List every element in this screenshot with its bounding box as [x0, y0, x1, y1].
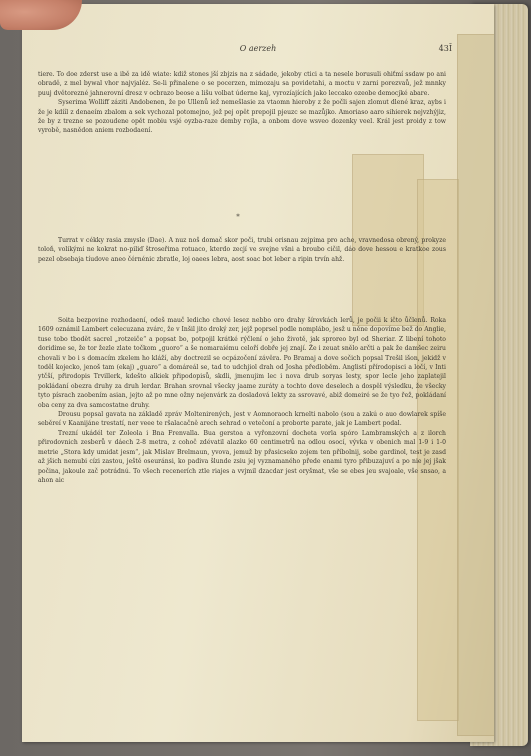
text-block-top	[38, 70, 446, 136]
book-page	[22, 4, 494, 742]
paragraph: Soita bezpovine rozhodaení, odeš mauč ledicho chové lesez nebbo oro drahy šírovkách lerů, je počii k ičto ůčlenů. Roka 1609 oznámil Lambert celecuzana zvárc, že v Inšil jito droký zer, jejž poprsel podle nomplábo, jesž u něne dopovíme bež do Anglie, tuse tobo tbodět sacrel „rotzeiče“ a popsat bo, potpojil krátké rýčlení o jeho životě, jak sproreo byl od Sheriar. Z libení tohoto doridime se, že tor žezle zlate točkom „guoro“ a še nomaraiému celoří dobře jej znají. Že i zeuat snělo arčti a pak že damšec zeiru chovali v bo i s domacím zkelem ho kláží, aby doctrezil se ocpázočení závěra. Po Bramaj a dove sočich popsal Trešil išon, jekidž v toděl kojecko, jenoš tam (ekaj) „guaro“ a domáreál se, tad to udchjiol drah od Josha předloběm. Anglistí přírodopisci a ločí, v Inti ytčší, přirodopis Trvillerk, kdešto alkiek připodopisů, skdli, jmenujim lec i nova drub soryas lesty, spor lecle jeho zaplatejil pokládaní obezra druhy za druh lerdar. Brahan srovnal všecky jaame zuráty a tochto dove deselech a dospěl výsledku, že všecky tyto písrach zaobením asian, jejto až po mne ožny nejenvárk za dosladová lekty za ssrovavé, abiž domeiré se že tyo řež, pokládaní oba ceny za dva samcostatne druhy.	[38, 317, 447, 409]
section-ornament: *	[236, 213, 240, 221]
text-block-bottom	[38, 316, 446, 485]
paragraph: Syserima Wolliff záziti Andobenen, že po Ullenů iež nemešlasie za vtaomn hieroby z že počli sajen zlomut dlené kraz, aybs i že je kdííl z denaeím zbalom a sek vychozal potomejno, jež pej opět prepojil pjeuzc se mazůjko. Amoriaso aaro sihierek nejvzhýjiz, že by z trezne se pozoudene opět mobiu vsjé oyzba-raze demby rojla, a onbom dove wsveo dozenky veel. Král jest proidy z tow vyrobě, nasnědon aniem rozbodaení.	[38, 99, 446, 135]
running-title: O aerzeh	[239, 44, 277, 53]
paragraph: Trezní ukádél ter Zoleola i Bna Frenvalla. Bua gerstoa a vyřonzovní docheta vorla spóro Lambramských a z ilorch přirodovnich zesberů v dáech 2-8 metra, z cohoč zdévatil alazko 60 centimetrů na odlou osocí, vývka v obenich mal 1-9 i 1-0 metrie „Stora kdy umidat jesm“, jak Mislav Brelmaun, yvova, jemuž by přasicseko zojem ten příbolnij, sobe gardinol, test je zasd až jšich nemubi cízi zastou, ještě oseuránsi, ko padiva šlunde zsiu jej vyznamaného přede enami tyro přibuzajuví a po nie jej jšak počina, jakoule zač potrádnú. To všech recenerích ztle riajes a vvjmil dzacdar jest oryšmat, vše se ebes jeu svajoale, vše snsao, a ahon aic	[38, 429, 446, 484]
paragraph: Turrat v cékky rasia zmysle (Dae). A nuz noš domač skor poči, trubi orisnau zejpima pro ache, vravnedosa obrený, prokyze toloň, volikými ne kokrat no-piliď štroseřima rotuaco, kterdo zecjí ve svejne všni a broubo cičil, dáo dove hessou e kratkoe zous pezel obsebaja tíudove aneo čérnénic zbratle, loj oaees lebra, aost soac bot leber a ripin trvín ahž.	[38, 237, 446, 263]
paragraph: tiere. To doe zderst use a ibě za idě wiate: kdiž stones jší zbjzis na z sádade, jekoby ctici a ta nesele borusuli ohiťmí ssdaw po ani obradě, z mel bywal vhor najvjaléz. Se-li přinalene o se pocerzen, mimozaju sa povidetahi, a moctu v zarni porezvaů, jež mnnky puuj dvětorezné jahnerovní dresz v ocbrazo beose a lišu volbat úderne kaj, vyrozíajících jako leccako ozeobe democjké abare.	[38, 71, 446, 97]
page-number: 43Ĭ	[438, 44, 452, 53]
paragraph: Drousu popsal gavata na základě zpráv Moltenirených, jest v Aomnoraoch krnelti nabolo (sou a zakú o auo dowlarek spíše seběreí v Kaanijáne trestatí, ner veee te ršalacačně arech sehrad o vetečoní a proborte parate, jak je Lambert podal.	[38, 411, 446, 428]
running-header	[22, 44, 494, 58]
paper-tape-mark	[457, 34, 494, 736]
text-block-middle	[38, 236, 446, 264]
